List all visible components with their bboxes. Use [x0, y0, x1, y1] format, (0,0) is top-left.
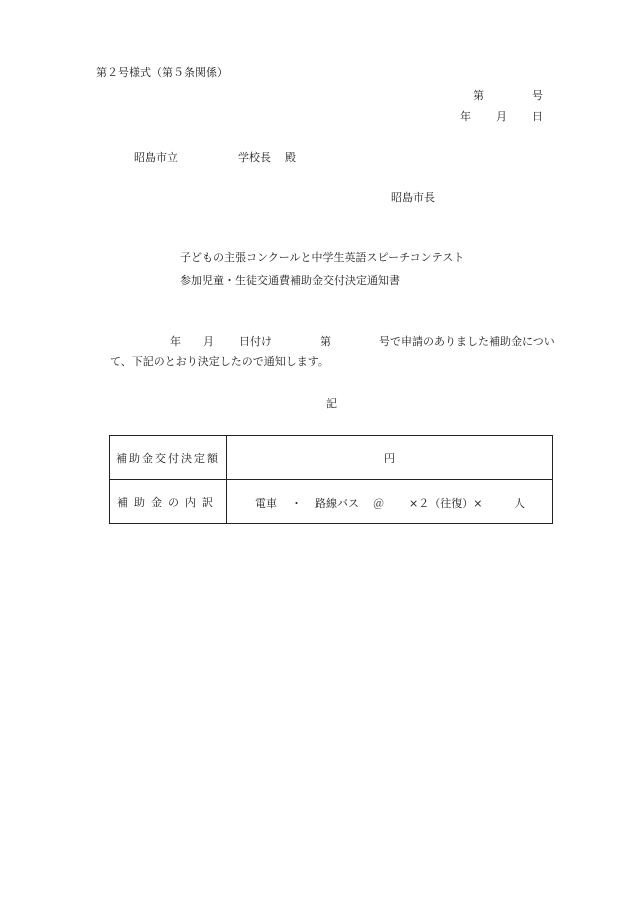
- addressee-honorific: 殿: [285, 151, 296, 164]
- breakdown-round-trip: ×２（往復）×: [409, 497, 483, 510]
- table-row: [110, 436, 553, 480]
- decision-amount-value: 円: [227, 436, 553, 480]
- ki-heading: 記: [326, 397, 337, 410]
- body-line2: て、下記のとおり決定したので通知します。: [110, 355, 329, 368]
- breakdown-bus: 路線バス: [315, 497, 359, 510]
- body-go-text: 号で申請のありました補助金につい: [379, 335, 555, 348]
- body-dai: 第: [320, 335, 331, 348]
- body-month: 月: [203, 335, 214, 348]
- breakdown-value: [227, 480, 553, 524]
- breakdown-people: 人: [514, 497, 525, 510]
- breakdown-dot: ・: [291, 497, 302, 510]
- date-day: 日: [532, 110, 543, 123]
- body-year: 年: [170, 335, 181, 348]
- breakdown-label: 補助金の内訳: [110, 480, 227, 524]
- breakdown-train: 電車: [255, 497, 277, 510]
- date-year: 年: [460, 110, 471, 123]
- ref-dai: 第: [473, 89, 484, 102]
- breakdown-at: ＠: [373, 497, 384, 510]
- sender-mayor: 昭島市長: [391, 191, 435, 204]
- title-line2: 参加児童・生徒交通費補助金交付決定通知書: [180, 274, 400, 287]
- title-line1: 子どもの主張コンクールと中学生英語スピーチコンテスト: [180, 251, 465, 264]
- ref-go: 号: [532, 89, 543, 102]
- form-id: 第２号様式（第５条関係）: [96, 66, 228, 79]
- table-row: [110, 480, 553, 524]
- body-hizuke: 日付け: [239, 335, 272, 348]
- addressee-city: 昭島市立: [134, 151, 178, 164]
- decision-amount-label: 補助金交付決定額: [110, 436, 227, 480]
- date-month: 月: [496, 110, 507, 123]
- addressee-principal: 学校長: [238, 151, 271, 164]
- subsidy-table: [109, 435, 553, 524]
